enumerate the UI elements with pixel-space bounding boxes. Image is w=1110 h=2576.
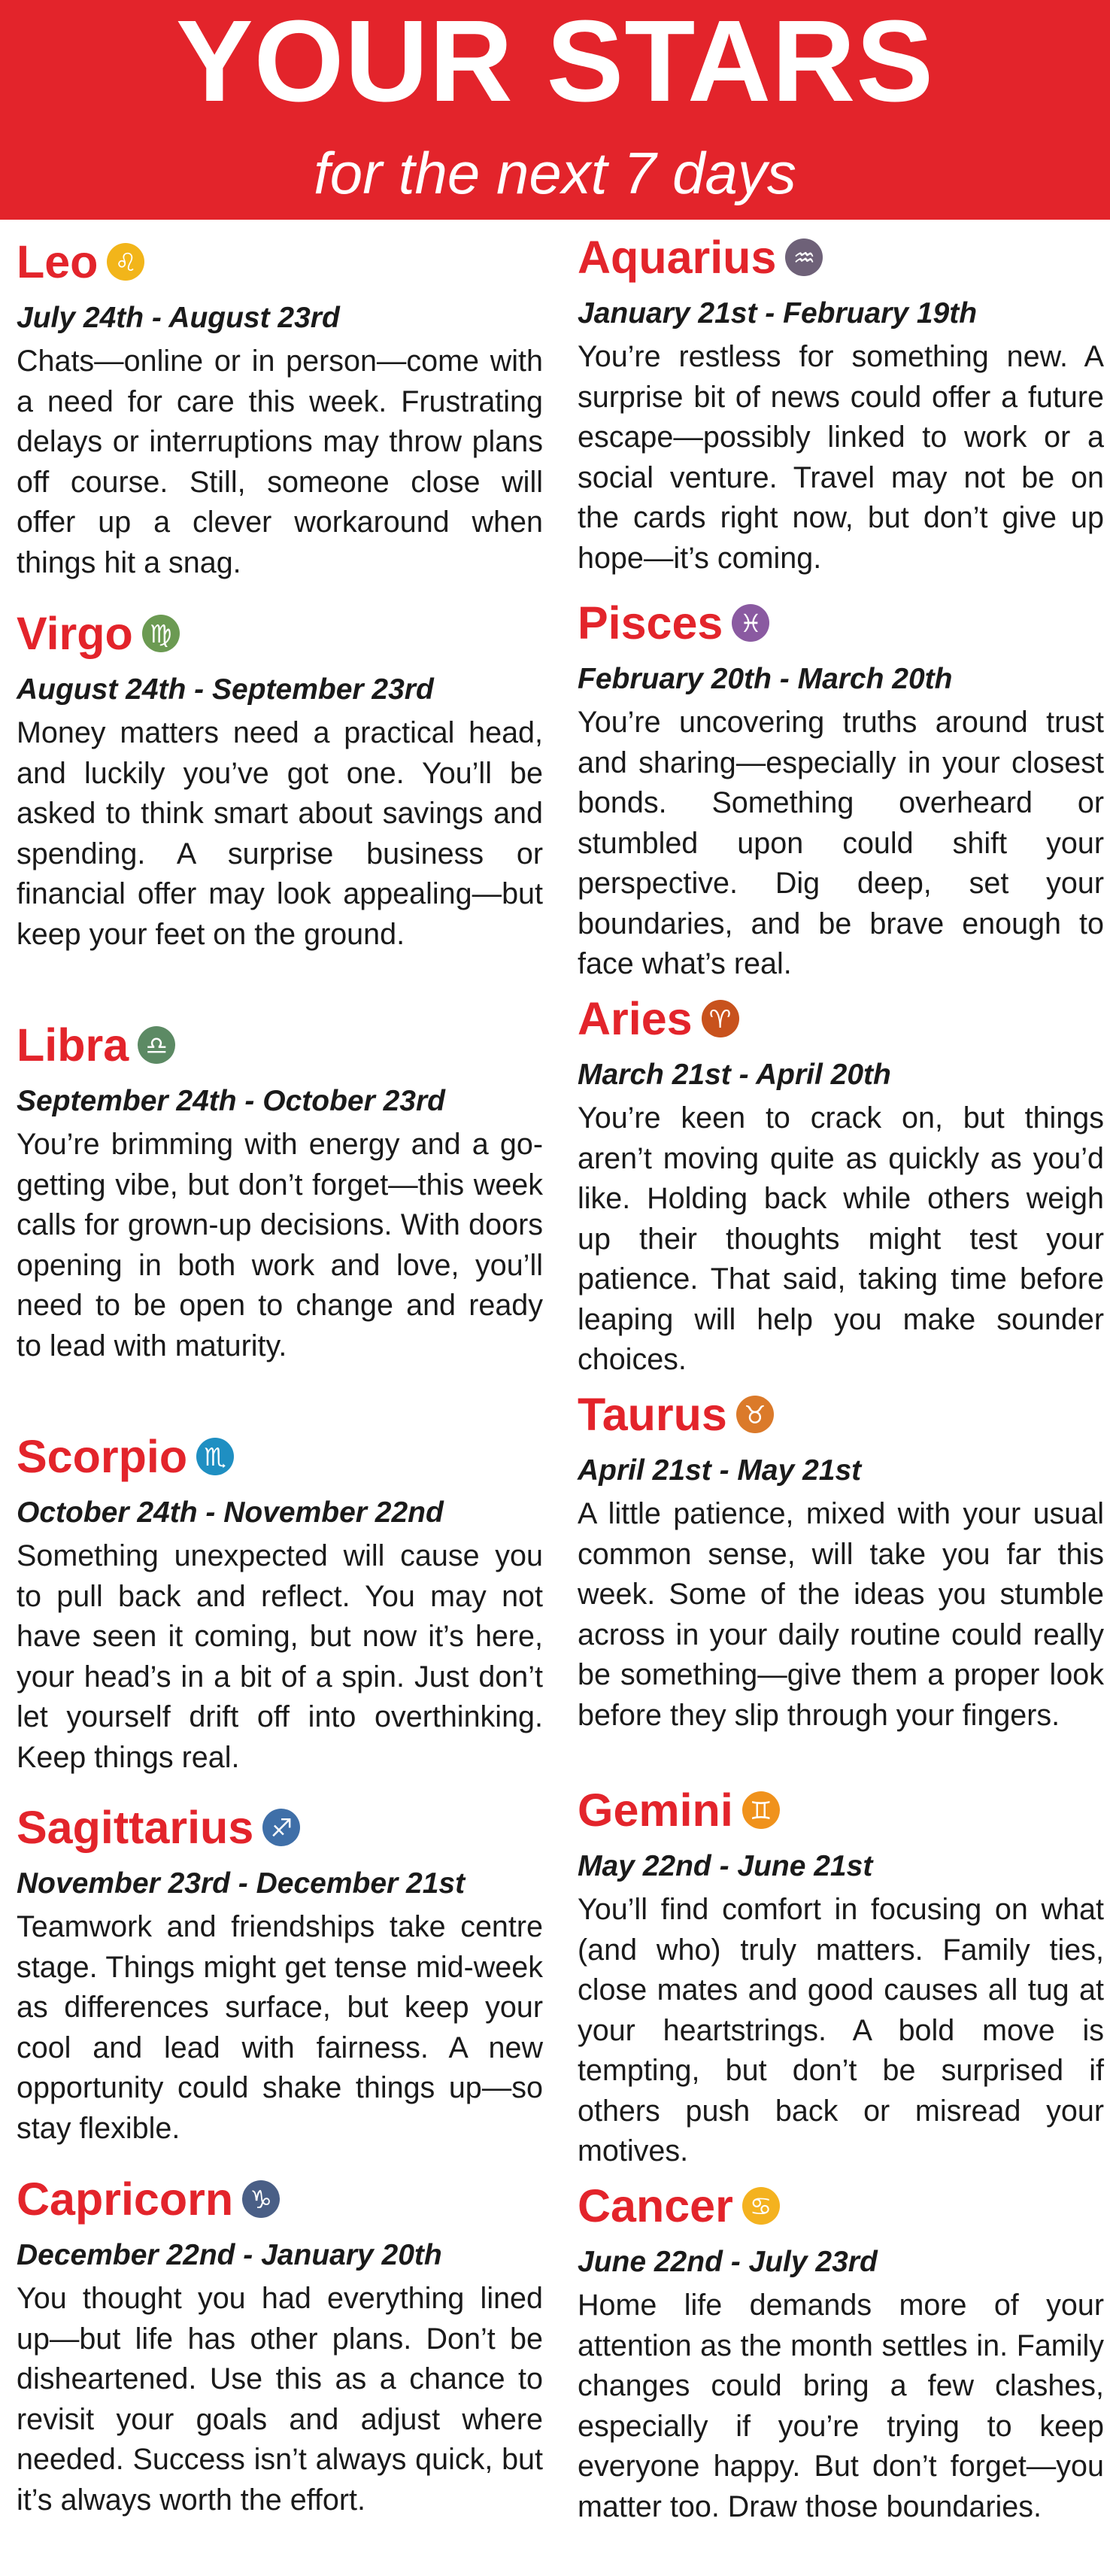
sign-leo [17,230,543,583]
sign-name: Aquarius [578,232,777,283]
sign-dates: February 20th - March 20th [578,663,953,695]
header-banner [0,0,1110,220]
sign-horoscope: You’re uncovering truths around trust and sharing—especially in your closest bonds. Something overheard or stumbled upon could shift your perspective. Dig deep, set your boundaries, and be brave enough to face what’s real. [578,706,1104,980]
sign-header [578,226,1104,289]
sign-horoscope: Teamwork and friendships take centre stage. Things might get tense mid-week as differences surface, but keep your cool and lead with fairness. A new opportunity could shake things up—so stay flexible. [17,1910,543,2145]
sign-horoscope: Money matters need a practical head, and luckily you’ve got one. You’ll be asked to think smart about savings and spending. A surprise business or financial offer may look appealing—but keep your feet on the ground. [17,716,543,951]
sign-horoscope: You thought you had everything lined up—but life has other plans. Don’t be disheartened. Use this as a chance to revisit your goals and adjust where needed. Success isn’t always quick, but it’s always worth the effort. [17,2282,543,2517]
sign-name: Libra [17,1019,129,1071]
sign-name: Taurus [578,1389,727,1440]
sign-taurus [578,1383,1104,1736]
sign-name: Scorpio [17,1431,188,1482]
page-subtitle: for the next 7 days [314,140,796,206]
sign-header [17,2167,543,2231]
aquarius-icon: ♒ [785,238,823,276]
sign-header [17,602,543,665]
sign-header [17,1796,543,1859]
sign-gemini [578,1779,1104,2172]
sign-header [578,2174,1104,2237]
aries-icon: ♈ [702,1000,739,1037]
sign-scorpio [17,1425,543,1778]
sign-horoscope: You’re brimming with energy and a go-getting vibe, but don’t forget—this week calls for grown-up decisions. With doors opening in both work and love, you’ll need to be open to change and ready to lead with maturity. [17,1128,543,1362]
sign-horoscope: Home life demands more of your attention as the month settles in. Family changes could bring a few clashes, especially if you’re trying to keep everyone happy. But don’t forget—you matter too. Draw those boundaries. [578,2289,1104,2523]
sign-header [578,1383,1104,1446]
sign-header [578,987,1104,1050]
sign-virgo [17,602,543,955]
sign-name: Cancer [578,2180,733,2231]
sign-pisces [578,591,1104,985]
leo-icon: ♌ [107,243,144,281]
scorpio-icon: ♏ [196,1438,234,1475]
sign-dates: April 21st - May 21st [578,1454,862,1487]
sign-name: Sagittarius [17,1802,254,1853]
sign-header [17,1425,543,1488]
sign-dates: November 23rd - December 21st [17,1867,466,1900]
sign-name: Leo [17,236,99,287]
sign-name: Aries [578,993,693,1044]
sign-horoscope: You’re restless for something new. A surprise bit of news could offer a future escape—possibly linked to work or a social venture. Travel may not be on the cards right now, but don’t give up hope—it’s coming. [578,340,1104,575]
sign-capricorn [17,2167,543,2520]
sign-horoscope: You’ll find comfort in focusing on what (and who) truly matters. Family ties, close mates and good causes all tug at your heartstrings. A bold move is tempting, but don’t be surprised if others push back or misread your motives. [578,1893,1104,2167]
sign-header [17,230,543,293]
sign-dates: September 24th - October 23rd [17,1085,445,1117]
sign-header [578,591,1104,655]
sign-horoscope: A little patience, mixed with your usual common sense, will take you far this week. Some of the ideas you stumble across in your daily routine could really be something—give them a proper look before they slip through your fingers. [578,1497,1104,1732]
gemini-icon: ♊ [742,1791,780,1829]
sign-name: Virgo [17,608,133,659]
sign-libra [17,1013,543,1366]
cancer-icon: ♋ [742,2187,780,2225]
sign-aries [578,987,1104,1381]
sign-name: Pisces [578,597,723,649]
sign-dates: December 22nd - January 20th [17,2239,442,2271]
page-title: YOUR STARS [175,0,935,126]
taurus-icon: ♉ [736,1396,774,1433]
sign-dates: October 24th - November 22nd [17,1496,444,1529]
sign-dates: May 22nd - June 21st [578,1850,873,1882]
sign-aquarius [578,226,1104,579]
sign-header [578,1779,1104,1842]
libra-icon: ♎ [138,1026,175,1064]
sign-dates: July 24th - August 23rd [17,302,340,334]
sign-dates: June 22nd - July 23rd [578,2246,878,2278]
virgo-icon: ♍ [142,615,180,652]
sign-horoscope: Chats—online or in person—come with a need for care this week. Frustrating delays or interruptions may throw plans off course. Still, someone close will offer up a clever workaround when things hit a snag. [17,345,543,579]
sign-header [17,1013,543,1077]
sign-dates: March 21st - April 20th [578,1059,891,1091]
sign-name: Gemini [578,1785,733,1836]
sign-cancer [578,2174,1104,2527]
sign-horoscope: Something unexpected will cause you to pull back and reflect. You may not have seen it coming, but now it’s here, your head’s in a bit of a spin. Just don’t let yourself drift off into overthinking. Keep things real. [17,1539,543,1774]
sign-dates: January 21st - February 19th [578,297,978,330]
capricorn-icon: ♑ [242,2180,280,2218]
sign-sagittarius [17,1796,543,2149]
sign-name: Capricorn [17,2174,234,2225]
pisces-icon: ♓ [732,604,769,642]
sign-dates: August 24th - September 23rd [17,673,434,706]
sign-horoscope: You’re keen to crack on, but things aren’t moving quite as quickly as you’d like. Holding back while others weigh up their thoughts might test your patience. That said, taking time before leaping will help you make sounder choices. [578,1101,1104,1376]
sagittarius-icon: ♐ [262,1809,300,1846]
